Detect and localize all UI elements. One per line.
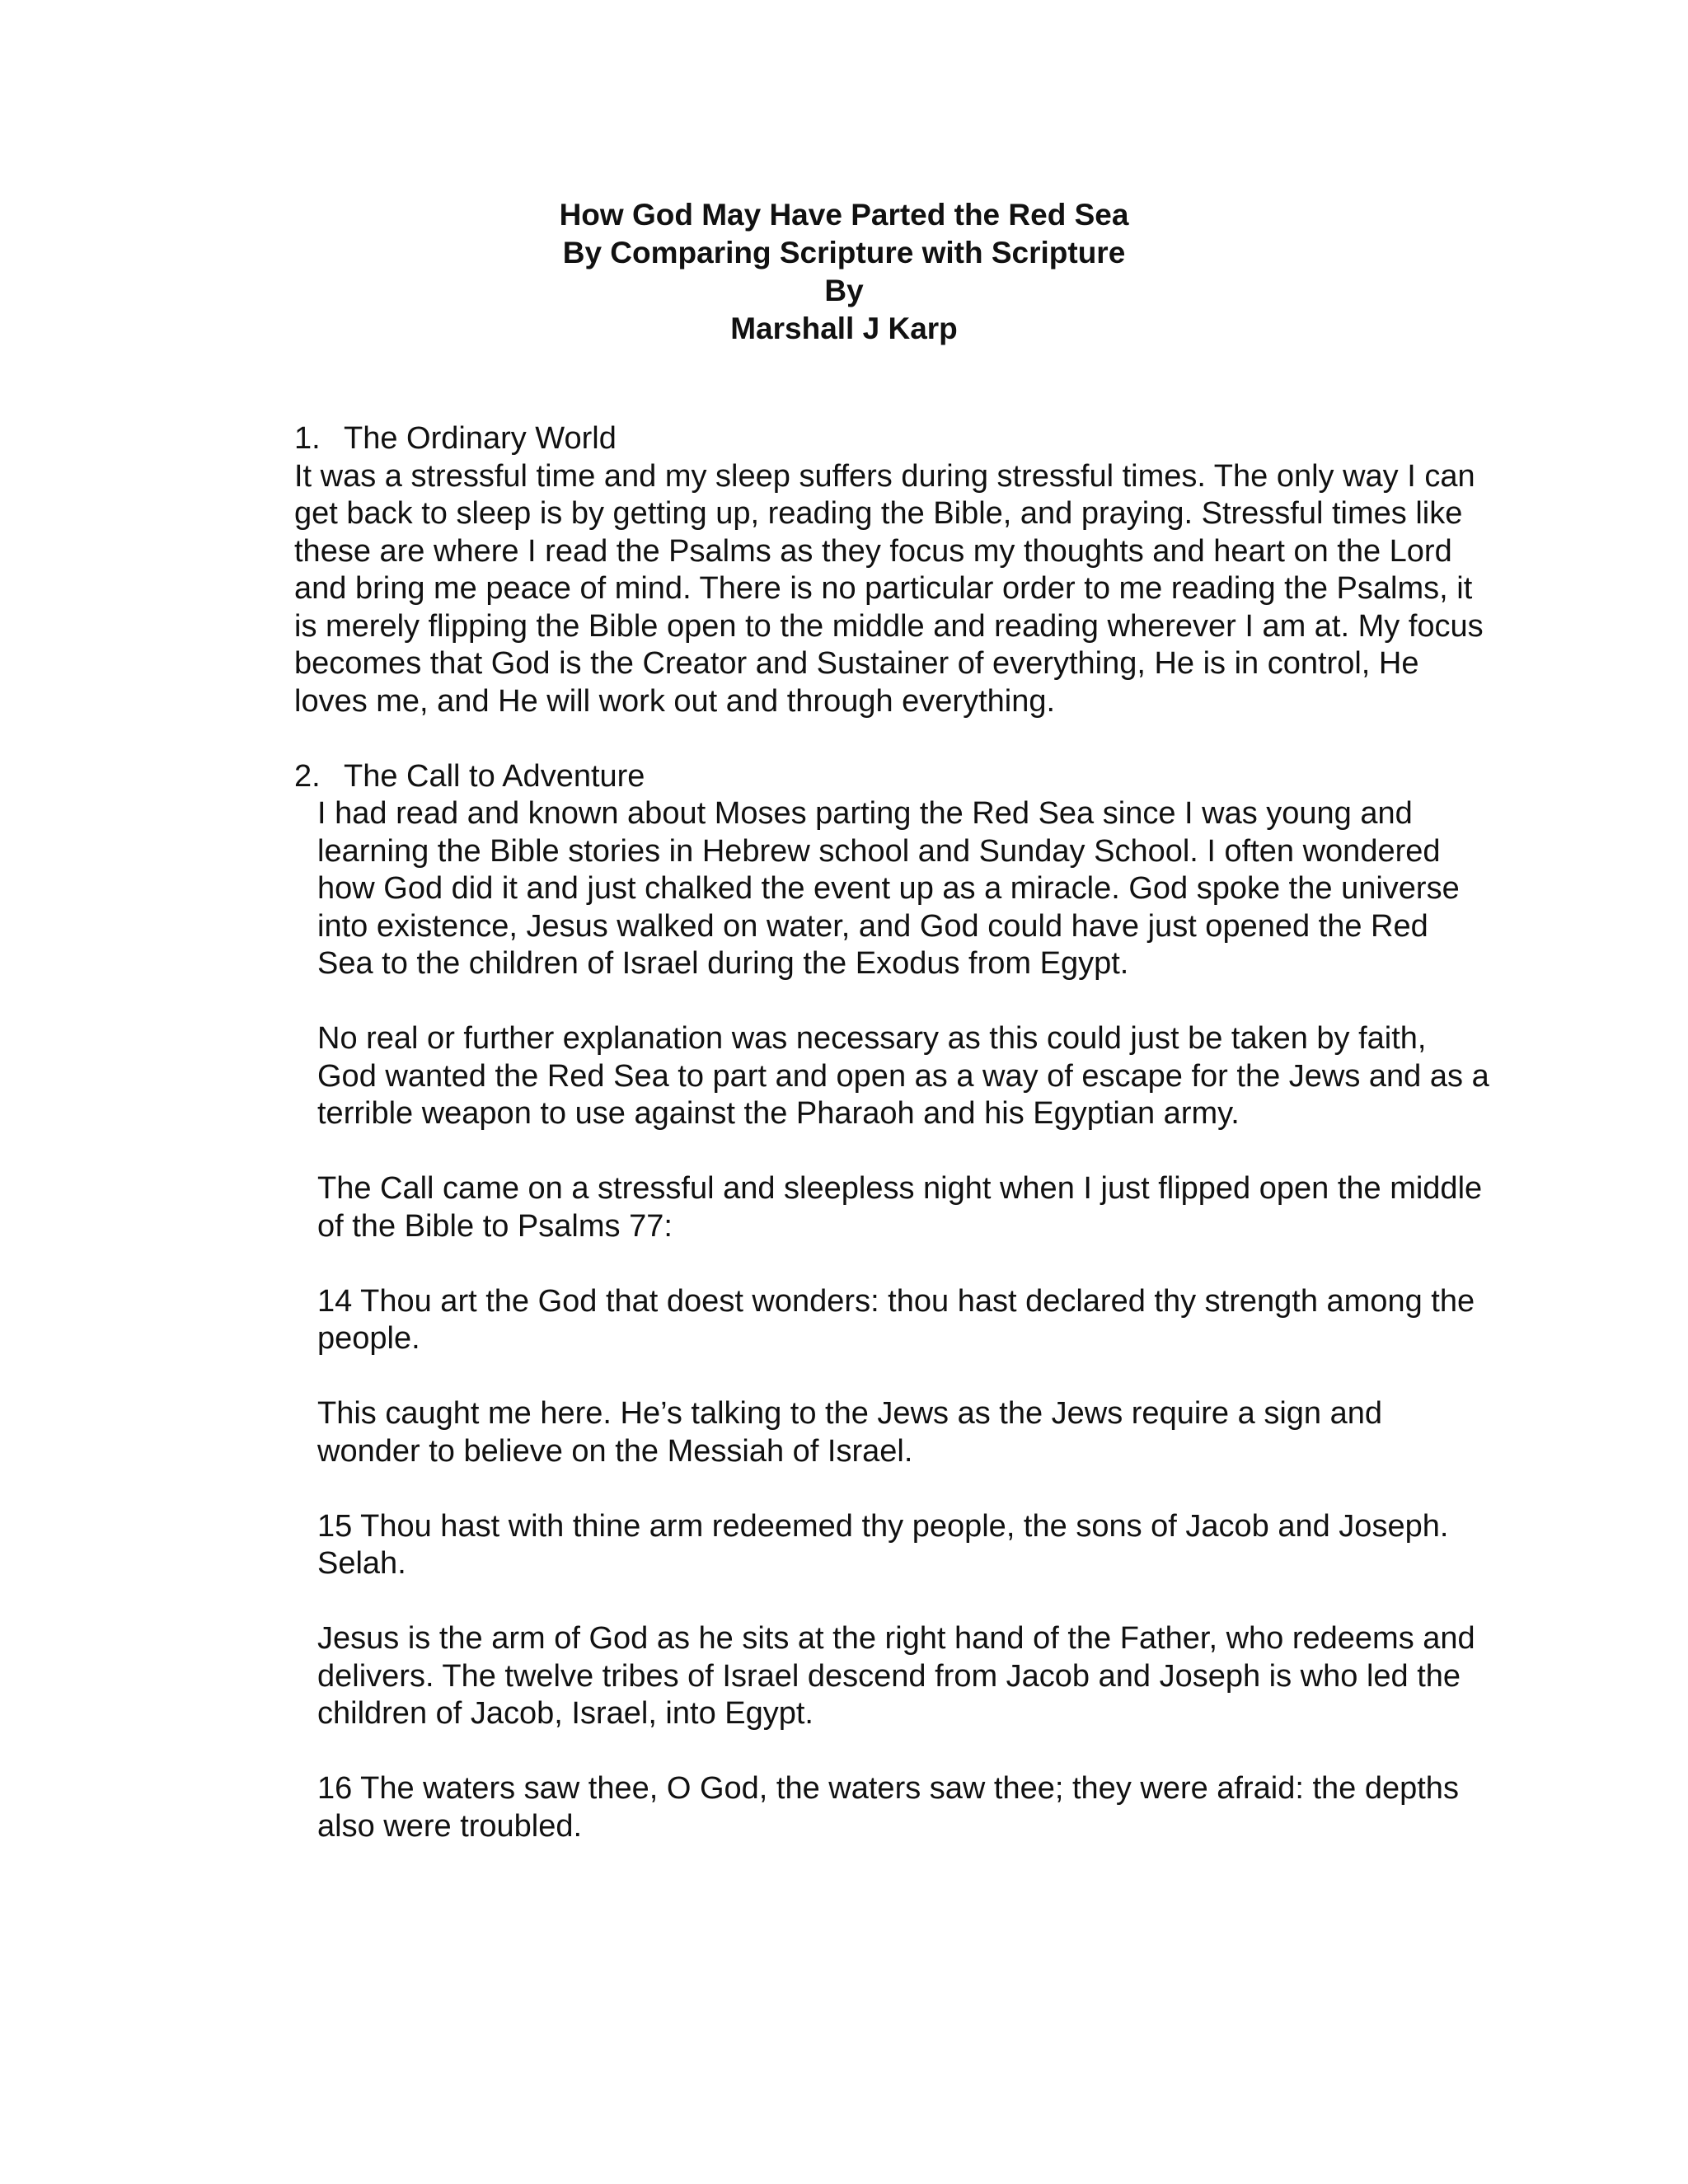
paragraph: It was a stressful time and my sleep suffers during stressful times. The only way I can get back to sleep is by getting up, reading the Bible, and praying. Stressful times like these are where I read the Psalms as they focus my thoughts and heart on the Lord and bring me peace of mind. There is no particular order to me reading the Psalms, it is merely flipping the Bible open to the middle and reading wherever I am at. My focus becomes that God is the Creator and Sustainer of everything, He is in control, He loves me, and He will work out and through everything.: [294, 458, 1484, 719]
section-heading: [294, 758, 1489, 796]
section-title: The Ordinary World: [344, 421, 617, 456]
author-name: Marshall J Karp: [730, 312, 958, 345]
paragraph: This caught me here. He’s talking to the Jews as the Jews require a sign and wonder to believe on the Messiah of Israel.: [317, 1396, 1382, 1469]
paragraph: Jesus is the arm of God as he sits at the right hand of the Father, who redeems and delivers. The twelve tribes of Israel descend from Jacob and Joseph is who led the children of Jacob, Israel, into Egypt.: [317, 1621, 1475, 1731]
section-number: 1.: [294, 421, 321, 456]
section-call-to-adventure: [294, 758, 1489, 1846]
title-line-3: By: [824, 274, 864, 307]
section-ordinary-world: [294, 420, 1489, 720]
scripture-verse: 16 The waters saw thee, O God, the waters saw thee; they were afraid: the depths also were troubled.: [317, 1771, 1459, 1844]
scripture-verse: 14 Thou art the God that doest wonders: thou hast declared thy strength among the people.: [317, 1283, 1475, 1356]
section-title: The Call to Adventure: [344, 758, 645, 794]
paragraph: I had read and known about Moses parting the Red Sea since I was young and learning the Bible stories in Hebrew school and Sunday School. I often wondered how God did it and just chalked the event up as a miracle. God spoke the universe into existence, Jesus walked on water, and God could have just opened the Red Sea to the children of Israel during the Exodus from Egypt.: [317, 796, 1460, 981]
paragraph: The Call came on a stressful and sleepless night when I just flipped open the middle of the Bible to Psalms 77:: [317, 1171, 1483, 1244]
scripture-verse: 15 Thou hast with thine arm redeemed thy people, the sons of Jacob and Joseph. Selah.: [317, 1508, 1449, 1581]
document-body: [294, 420, 1489, 1845]
title-block: [0, 196, 1688, 348]
title-line-1: How God May Have Parted the Red Sea: [559, 198, 1129, 232]
section-number: 2.: [294, 758, 321, 794]
paragraph: No real or further explanation was necessary as this could just be taken by faith, God wanted the Red Sea to part and open as a way of escape for the Jews and as a terrible weapon to use against the Pharaoh and his Egyptian army.: [317, 1021, 1489, 1131]
section-heading: [294, 420, 1489, 458]
title-line-2: By Comparing Scripture with Scripture: [562, 236, 1126, 269]
